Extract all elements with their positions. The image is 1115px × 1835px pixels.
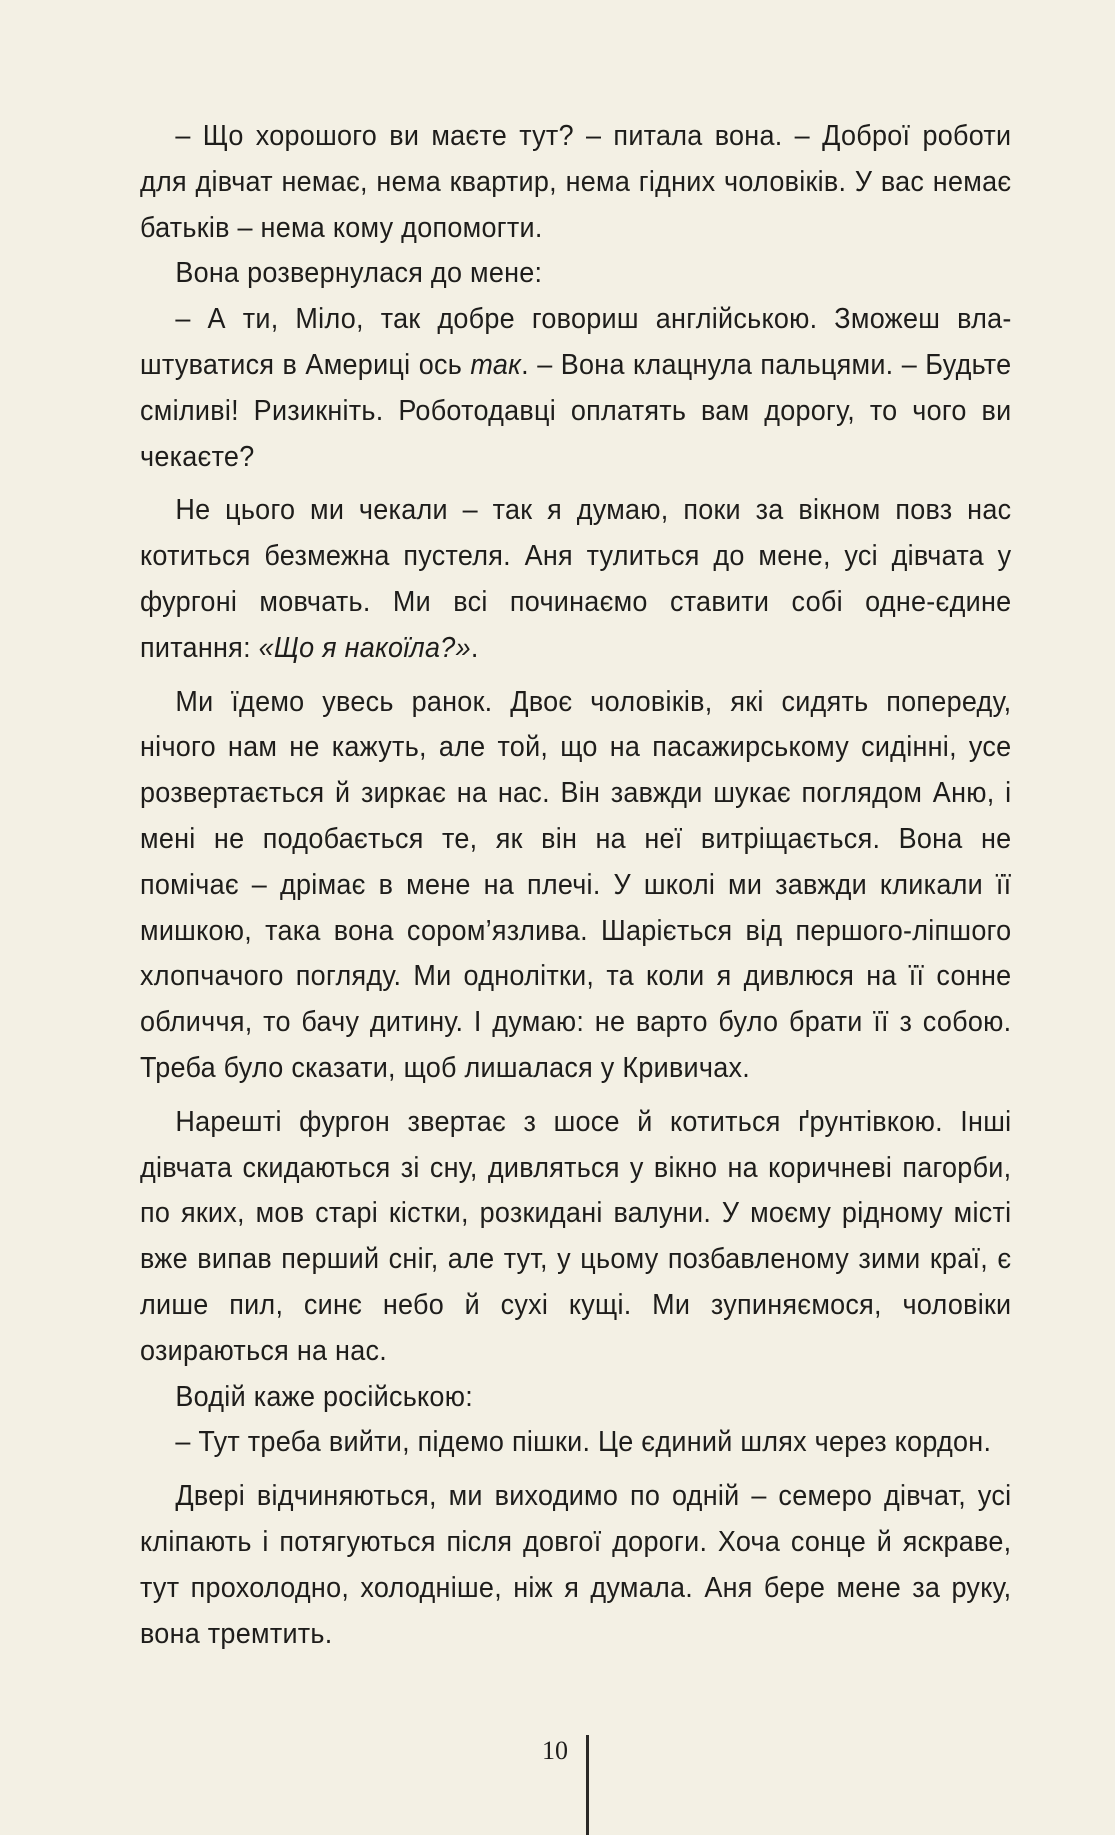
- body-text: [140, 114, 1011, 1657]
- emphasis: «Що я накоїла?»: [258, 631, 471, 664]
- paragraph: Ми їдемо увесь ранок. Двоє чоловіків, які сидять попереду, нічого нам не кажуть, але той, що на пасажирському сидінні, усе розвертається й зиркає на нас. Він завжди шукає поглядом Аню, і мені не подобається те, як він на неї витріщається. Вона не помічає – дрімає в мене на плечі. У школі ми завжди кликали її мишкою, така вона сором’язлива. Шаріється від першого-ліпшого хлопчачого погляду. Ми однолітки, та коли я дивлюся на її сонне обличчя, то бачу дитину. І думаю: не варто було брати її з собою. Треба було сказати, щоб лишалася у Кривичах.: [140, 685, 1012, 1084]
- paragraph: – Що хорошого ви маєте тут? – питала вона. – Доброї роботи для дівчат немає, нема квартир, нема гідних чоловіків. У вас немає батьків – нема кому допомогти.: [140, 120, 1012, 244]
- paragraph: Водій каже російською:: [175, 1380, 473, 1413]
- paragraph: – Тут треба вийти, підемо пішки. Це єдиний шлях через кордон.: [175, 1426, 992, 1459]
- paragraph: Вона розвернулася до мене:: [175, 257, 543, 290]
- emphasis: так: [470, 348, 522, 381]
- paragraph-text: . – Вона клацнула пальцями. – Будьте сміливі! Ризикніть. Роботодавці оплатять вам дорогу, то чого ви чекаєте?: [140, 348, 1012, 473]
- paragraph-text: .: [470, 631, 479, 664]
- page-number: 10: [542, 1736, 568, 1765]
- page-number-rule: [586, 1735, 589, 1835]
- paragraph-text: Не цього ми чекали – так я думаю, поки за вікном повз нас котиться безмежна пустеля. Аня тулиться до мене, усі дівчата у фургоні мовчать. Ми всі починаємо ставити собі одне-єдине питання:: [140, 494, 1012, 664]
- paragraph: [140, 297, 1011, 480]
- paragraph: [140, 488, 1011, 671]
- paragraph: Двері відчиняються, ми виходимо по одній – семеро дівчат, усі кліпають і потягуються після довгої дороги. Хоча сонце й яскраве, тут прохолодно, холодніше, ніж я думала. Аня бере мене за руку, вона тремтить.: [140, 1480, 1012, 1650]
- paragraph: Нарешті фургон звертає з шосе й котиться ґрунтівкою. Інші дівчата скидаються зі сну, дивляться у вікно на коричневі пагорби, по яких, мов старі кістки, розкидані валуни. У моєму рідному місті вже випав перший сніг, але тут, у цьому позбавленому зими краї, є лише пил, синє небо й сухі кущі. Ми зупиняємося, чоловіки озираються на нас.: [140, 1105, 1012, 1367]
- paragraph-text: – А ти, Міло, так добре говориш англійською. Зможеш влаштуватися в Америці ось: [140, 303, 1012, 381]
